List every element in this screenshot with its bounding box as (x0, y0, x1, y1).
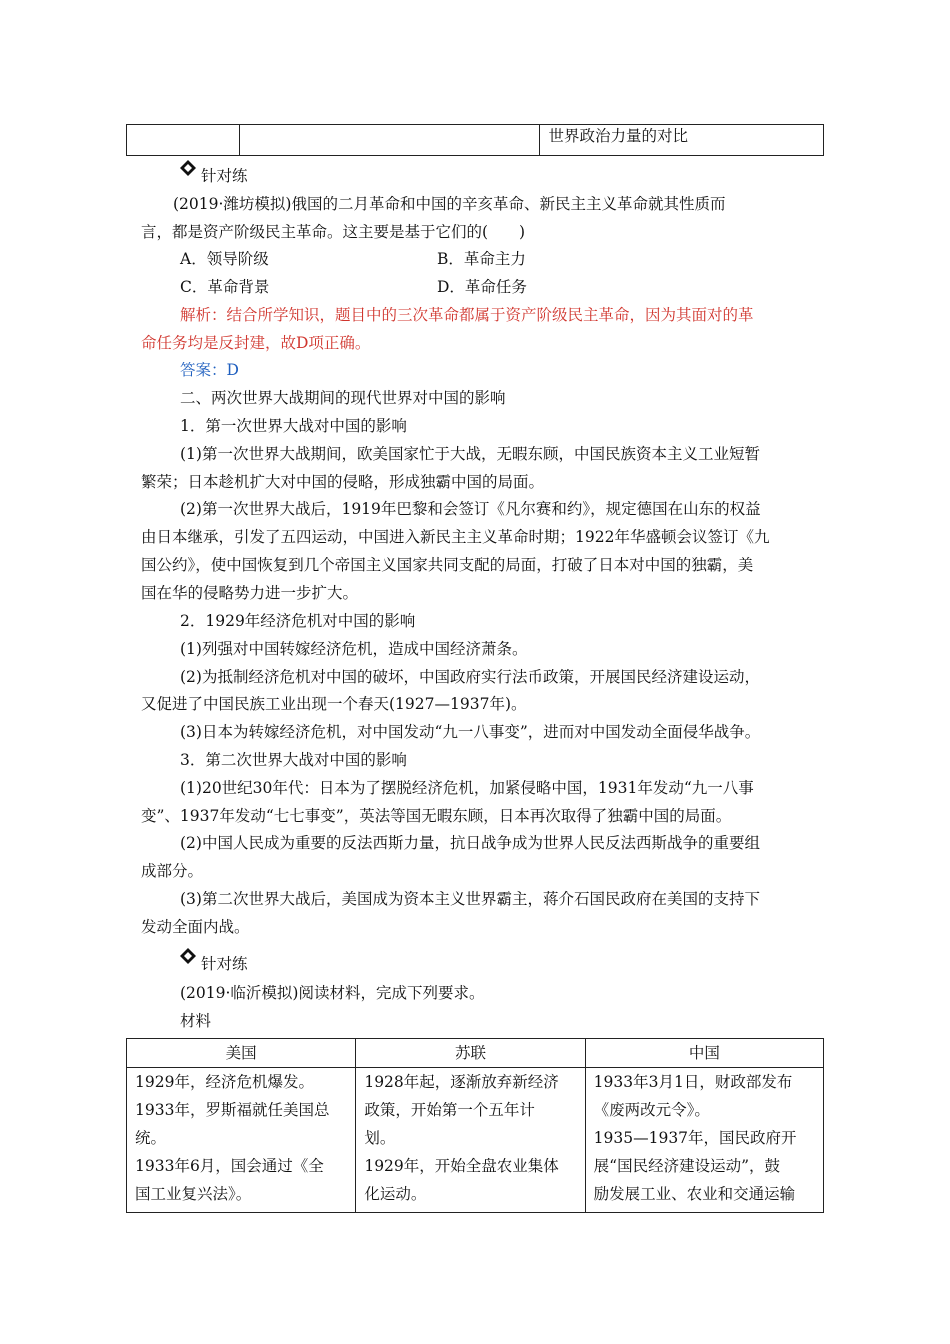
top-table (126, 124, 824, 156)
section-line: (3)日本为转嫁经济危机，对中国发动“九一八事变”，进而对中国发动全面侵华战争。 (180, 723, 761, 741)
question-line-2: 言，都是资产阶级民主革命。这主要是基于它们的( ) (141, 223, 526, 241)
material-table-row (127, 1068, 824, 1213)
section-line: (2)第一次世界大战后，1919年巴黎和会签订《凡尔赛和约》，规定德国在山东的权益 (180, 500, 761, 518)
question-line-1: (2019·潍坊模拟)俄国的二月革命和中国的辛亥革命、新民主主义革命就其性质而 (173, 195, 726, 213)
section-line: 3．第二次世界大战对中国的影响 (180, 751, 407, 769)
answer-text: 答案：D (180, 361, 239, 379)
top-table-cell-1 (127, 125, 240, 156)
usa-line: 1933年6月，国会通过《全 (135, 1157, 324, 1175)
section-line: (1)列强对中国转嫁经济危机，造成中国经济萧条。 (180, 640, 528, 658)
ussr-cell (356, 1068, 585, 1213)
ussr-line: 化运动。 (364, 1185, 427, 1203)
section-line: 又促进了中国民族工业出现一个春天(1927—1937年)。 (141, 695, 527, 713)
section-line: (3)第二次世界大战后，美国成为资本主义世界霸主，蒋介石国民政府在美国的支持下 (180, 890, 760, 908)
section-title: 二、两次世界大战期间的现代世界对中国的影响 (180, 389, 506, 407)
usa-line: 统。 (135, 1129, 167, 1147)
section-line: 变”、1937年发动“七七事变”，英法等国无暇东顾，日本再次取得了独霸中国的局面。 (141, 807, 732, 825)
china-line: 1933年3月1日，财政部发布 (593, 1073, 793, 1091)
section-line: (2)中国人民成为重要的反法西斯力量，抗日战争成为世界人民反法西斯战争的重要组 (180, 834, 760, 852)
section-line: (2)为抵制经济危机对中国的破坏，中国政府实行法币政策，开展国民经济建设运动， (180, 668, 760, 686)
analysis-line-2: 命任务均是反封建，故D项正确。 (141, 334, 371, 352)
china-line: 1935—1937年，国民政府开 (593, 1129, 797, 1147)
section-line: 国公约》，使中国恢复到几个帝国主义国家共同支配的局面，打破了日本对中国的独霸，美 (141, 556, 754, 574)
analysis-line-1: 解析：结合所学知识，题目中的三次革命都属于资产阶级民主革命，因为其面对的革 (180, 306, 754, 324)
diamond-icon (180, 948, 196, 964)
usa-cell (127, 1068, 356, 1213)
top-table-cell-3-text: 世界政治力量的对比 (548, 127, 688, 145)
practice-heading-1: 针对练 (201, 167, 248, 185)
option-b: B．革命主力 (437, 250, 526, 268)
practice2-intro: (2019·临沂模拟)阅读材料，完成下列要求。 (180, 984, 485, 1002)
section-line: 国在华的侵略势力进一步扩大。 (141, 584, 359, 602)
option-a: A．领导阶级 (180, 250, 269, 268)
material-table-header-row (127, 1039, 824, 1068)
material-table (126, 1038, 824, 1213)
section-line: 由日本继承，引发了五四运动，中国进入新民主主义革命时期；1922年华盛顿会议签订《九 (141, 528, 770, 546)
top-table-cell-2 (239, 125, 540, 156)
ussr-line: 政策，开始第一个五年计 (364, 1101, 535, 1119)
ussr-line: 1929年，开始全盘农业集体 (364, 1157, 559, 1175)
header-usa: 美国 (127, 1039, 356, 1068)
section-line: 2．1929年经济危机对中国的影响 (180, 612, 416, 630)
option-d: D．革命任务 (437, 278, 527, 296)
section-line: (1)20世纪30年代：日本为了摆脱经济危机，加紧侵略中国，1931年发动“九一八事 (180, 779, 754, 797)
section-line: (1)第一次世界大战期间，欧美国家忙于大战，无暇东顾，中国民族资本主义工业短暂 (180, 445, 760, 463)
china-line: 励发展工业、农业和交通运输 (593, 1185, 796, 1203)
section-line: 成部分。 (141, 862, 204, 880)
ussr-line: 划。 (364, 1129, 396, 1147)
china-line: 展“国民经济建设运动”，鼓 (593, 1157, 781, 1175)
top-table-cell-3 (540, 125, 824, 156)
china-cell (585, 1068, 823, 1213)
china-line: 《废两改元令》。 (593, 1101, 710, 1119)
section-line: 繁荣；日本趁机扩大对中国的侵略，形成独霸中国的局面。 (141, 473, 545, 491)
ussr-line: 1928年起，逐渐放弃新经济 (364, 1073, 559, 1091)
section-line: 发动全面内战。 (141, 918, 250, 936)
header-china: 中国 (585, 1039, 823, 1068)
usa-line: 国工业复兴法》。 (135, 1185, 252, 1203)
header-ussr: 苏联 (356, 1039, 585, 1068)
section-line: 1．第一次世界大战对中国的影响 (180, 417, 407, 435)
usa-line: 1929年，经济危机爆发。 (135, 1073, 314, 1091)
material-label: 材料 (180, 1012, 212, 1030)
practice-heading-2: 针对练 (201, 955, 248, 973)
option-c: C．革命背景 (180, 278, 270, 296)
diamond-icon (180, 160, 196, 176)
usa-line: 1933年，罗斯福就任美国总 (135, 1101, 330, 1119)
